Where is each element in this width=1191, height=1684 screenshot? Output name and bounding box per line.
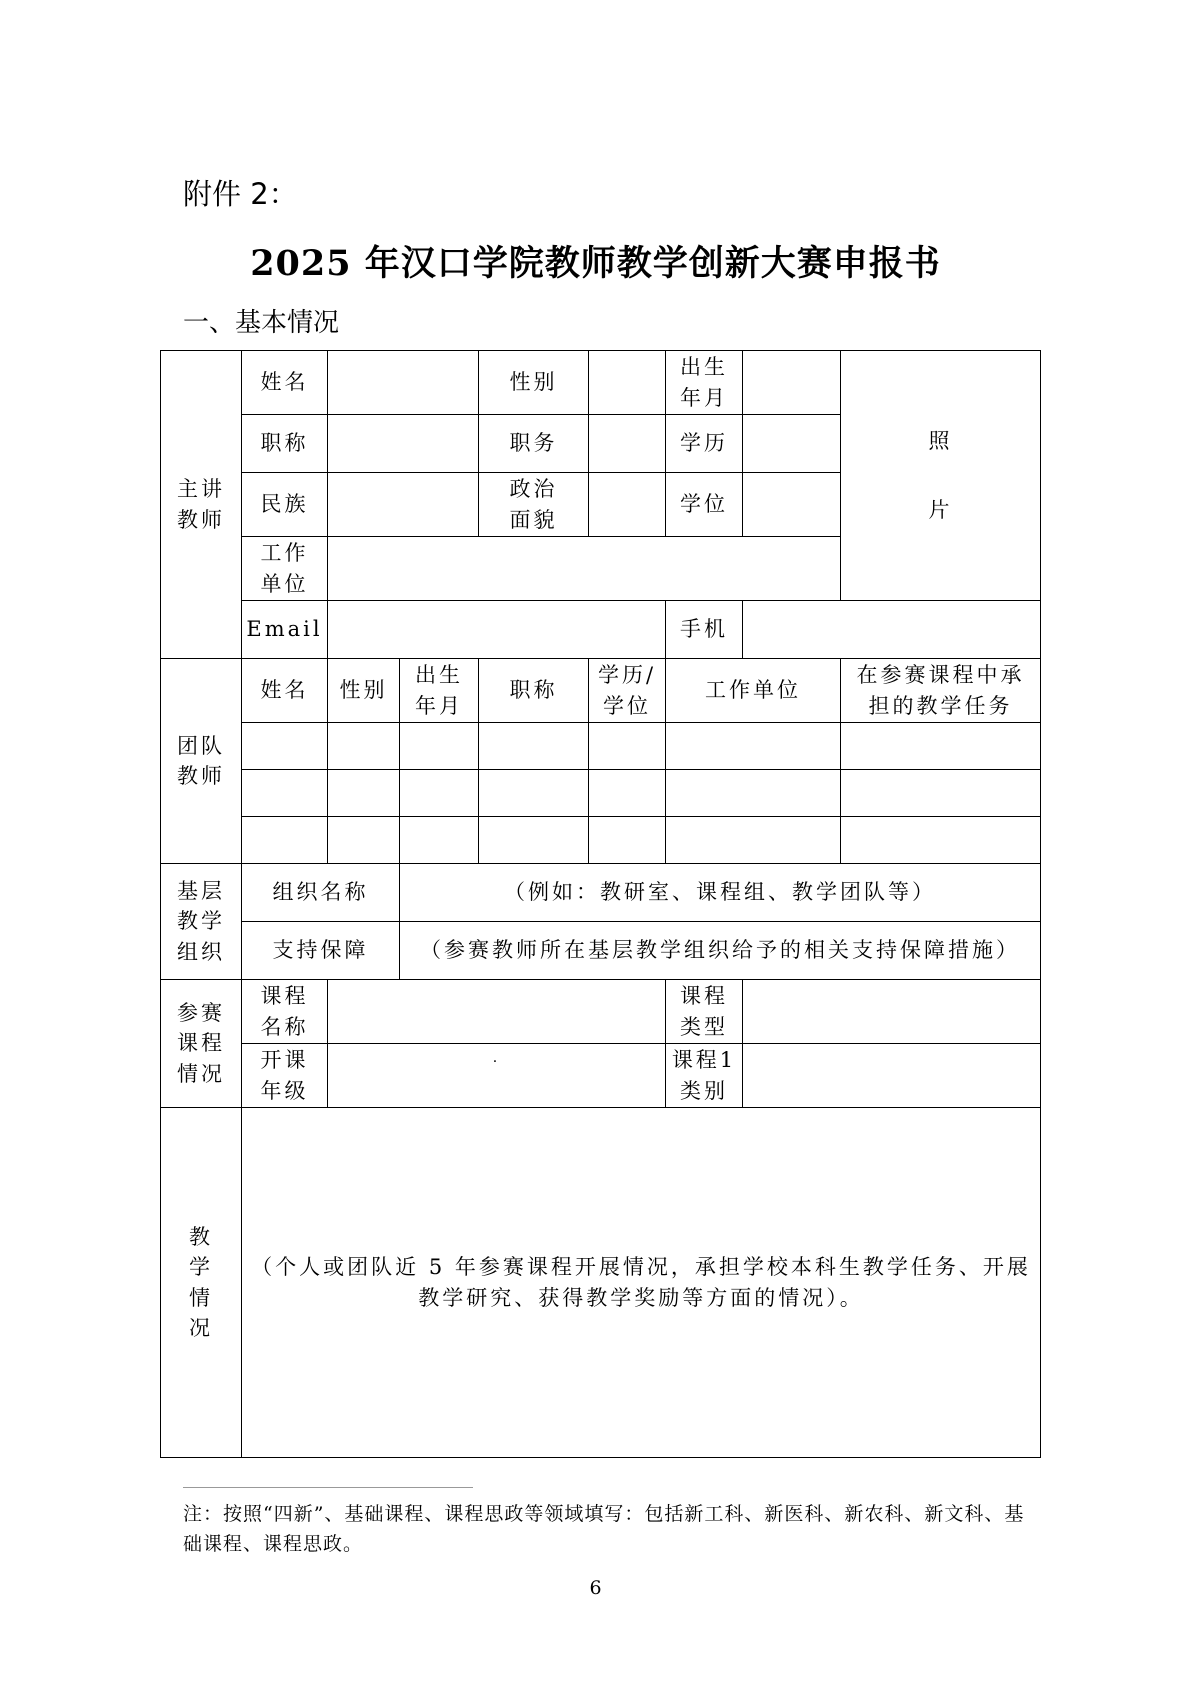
- team-cell[interactable]: [242, 723, 328, 770]
- team-row: [161, 770, 1041, 817]
- email-label: Email: [242, 601, 328, 659]
- team-cell[interactable]: [400, 770, 479, 817]
- birth-field[interactable]: [743, 351, 841, 415]
- page-number: 6: [589, 1577, 602, 1599]
- team-cell[interactable]: [242, 817, 328, 864]
- degree-label: 学位: [666, 473, 743, 537]
- team-cell[interactable]: [479, 770, 589, 817]
- course-type-field[interactable]: [743, 980, 1041, 1044]
- grade-field-mark: ·: [492, 1054, 501, 1070]
- gender-label: 性别: [479, 351, 589, 415]
- birth-label: 出生 年月: [666, 351, 743, 415]
- org-row-1: [161, 864, 1041, 922]
- title-rank-label: 职称: [242, 415, 328, 473]
- political-label: 政治 面貌: [479, 473, 589, 537]
- team-cell[interactable]: [666, 770, 841, 817]
- teaching-row: [161, 1108, 1041, 1458]
- team-cell[interactable]: [400, 723, 479, 770]
- political-field[interactable]: [589, 473, 666, 537]
- photo-box[interactable]: [841, 351, 1041, 601]
- team-header-education: 学历/ 学位: [589, 659, 666, 723]
- org-name-field[interactable]: （例如：教研室、课程组、教学团队等）: [400, 864, 1041, 922]
- org-support-field[interactable]: （参赛教师所在基层教学组织给予的相关支持保障措施）: [400, 922, 1041, 980]
- attachment-label: 附件 2：: [183, 177, 298, 211]
- teaching-field[interactable]: [242, 1108, 1041, 1458]
- email-field[interactable]: [328, 601, 666, 659]
- category-field[interactable]: [743, 1044, 1041, 1108]
- main-teacher-label: 主讲 教师: [161, 351, 242, 659]
- org-label: 基层 教学 组织: [161, 864, 242, 980]
- section-title: 一、基本情况: [183, 308, 340, 338]
- team-cell[interactable]: [479, 817, 589, 864]
- main-teacher-row-1: [161, 351, 1041, 415]
- org-support-label: 支持保障: [242, 922, 400, 980]
- grade-field[interactable]: [328, 1044, 666, 1108]
- team-header-task: 在参赛课程中承 担的教学任务: [841, 659, 1041, 723]
- team-cell[interactable]: [479, 723, 589, 770]
- footnote-separator: [183, 1487, 473, 1488]
- course-type-label: 课程 类型: [666, 980, 743, 1044]
- team-cell[interactable]: [328, 817, 400, 864]
- photo-label-bottom: 片: [928, 497, 953, 522]
- team-cell[interactable]: [400, 817, 479, 864]
- team-cell[interactable]: [589, 817, 666, 864]
- work-unit-field[interactable]: [328, 537, 841, 601]
- team-row: [161, 723, 1041, 770]
- education-label: 学历: [666, 415, 743, 473]
- team-header-gender: 性别: [328, 659, 400, 723]
- course-label: 参赛 课程 情况: [161, 980, 242, 1108]
- position-field[interactable]: [589, 415, 666, 473]
- team-teacher-label: 团队 教师: [161, 659, 242, 864]
- team-header-name: 姓名: [242, 659, 328, 723]
- team-cell[interactable]: [841, 817, 1041, 864]
- ethnicity-field[interactable]: [328, 473, 479, 537]
- application-form-table: [160, 350, 1041, 1458]
- teaching-hint-line2: 教学研究、获得教学奖励等方面的情况）。: [418, 1285, 864, 1310]
- team-cell[interactable]: [841, 770, 1041, 817]
- photo-label-top: 照: [928, 429, 953, 454]
- education-field[interactable]: [743, 415, 841, 473]
- org-name-label: 组织名称: [242, 864, 400, 922]
- phone-field[interactable]: [743, 601, 1041, 659]
- ethnicity-label: 民族: [242, 473, 328, 537]
- footnote: 注：按照“四新”、基础课程、课程思政等领域填写：包括新工科、新医科、新农科、新文科、基础课程、课程思政。: [183, 1503, 1025, 1556]
- main-teacher-row-5: [161, 601, 1041, 659]
- team-row: [161, 817, 1041, 864]
- document-title: 2025 年汉口学院教师教学创新大赛申报书: [250, 243, 941, 284]
- name-label: 姓名: [242, 351, 328, 415]
- title-rank-field[interactable]: [328, 415, 479, 473]
- position-label: 职务: [479, 415, 589, 473]
- team-header-row: [161, 659, 1041, 723]
- team-header-title: 职称: [479, 659, 589, 723]
- teaching-hint-line1: （个人或团队近 5 年参赛课程开展情况，承担学校本科生教学任务、开展: [251, 1255, 1031, 1280]
- team-cell[interactable]: [841, 723, 1041, 770]
- org-row-2: [161, 922, 1041, 980]
- course-row-1: [161, 980, 1041, 1044]
- team-header-work-unit: 工作单位: [666, 659, 841, 723]
- team-cell[interactable]: [242, 770, 328, 817]
- grade-label: 开课 年级: [242, 1044, 328, 1108]
- course-name-label: 课程 名称: [242, 980, 328, 1044]
- team-cell[interactable]: [666, 723, 841, 770]
- team-cell[interactable]: [589, 723, 666, 770]
- team-cell[interactable]: [328, 723, 400, 770]
- category-label: 课程1 类别: [666, 1044, 743, 1108]
- team-cell[interactable]: [666, 817, 841, 864]
- phone-label: 手机: [666, 601, 743, 659]
- course-name-field[interactable]: [328, 980, 666, 1044]
- name-field[interactable]: [328, 351, 479, 415]
- team-header-birth: 出生 年月: [400, 659, 479, 723]
- team-cell[interactable]: [589, 770, 666, 817]
- degree-field[interactable]: [743, 473, 841, 537]
- gender-field[interactable]: [589, 351, 666, 415]
- teaching-label: 教 学 情 况: [161, 1108, 242, 1458]
- work-unit-label: 工作 单位: [242, 537, 328, 601]
- team-cell[interactable]: [328, 770, 400, 817]
- course-row-2: [161, 1044, 1041, 1108]
